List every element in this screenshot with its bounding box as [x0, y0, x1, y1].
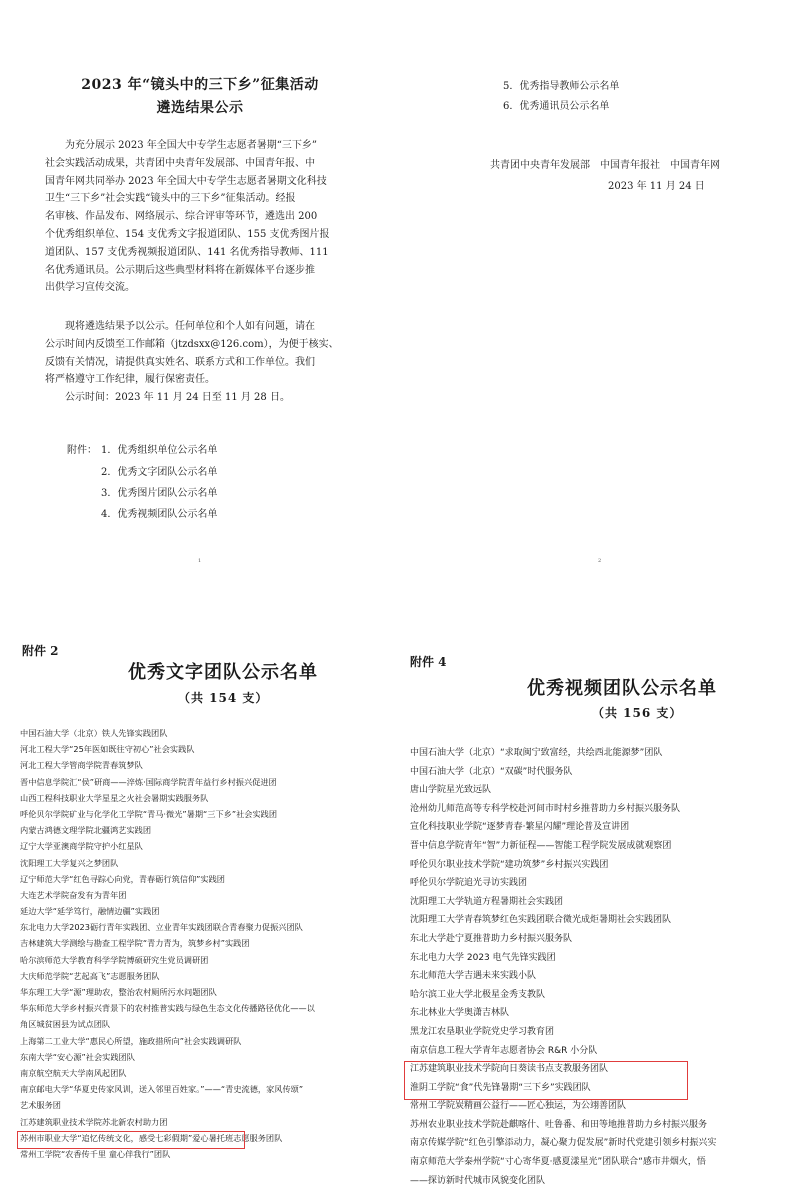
document-page-attachment-2 [0, 628, 400, 1200]
list-item: 常州工学院“农香传千里 童心伴我行”团队 [20, 1148, 171, 1159]
list-item: 南京师范大学泰州学院“寸心寄华夏·感夏漾星光”团队联合“感市井烟火，悟 [410, 1157, 706, 1168]
list-item: 南京传媒学院“红色引擎添动力，凝心聚力促发展”新时代党建引领乡村振兴实 [410, 1138, 717, 1149]
list-item: 内蒙古鸿德文理学院北疆鸿艺实践团 [20, 825, 152, 836]
attachments-label: 附件： [67, 445, 97, 456]
attachment-item: 4．优秀视频团队公示名单 [101, 509, 218, 520]
list-item: 黑龙江农垦职业学院党史学习教育团 [410, 1026, 555, 1037]
team-count: （共 154 支） [178, 691, 269, 705]
list-item-highlighted: 江苏建筑职业技术学院向日葵读书点支教服务团队 [410, 1064, 609, 1075]
list-item: 河北工程大学“25年医如既往守初心”社会实践队 [20, 744, 195, 755]
list-item: 南京航空航天大学南风起团队 [20, 1067, 127, 1078]
list-item: 山西工程科技职业大学星星之火社会暑期实践服务队 [20, 792, 209, 803]
list-item: 辽宁大学亚澳商学院守护小红星队 [20, 841, 143, 852]
document-page-attachment-4 [400, 628, 800, 1200]
list-item: 晋中信息学院青年“智”力新征程——智能工程学院发展成就观察团 [410, 840, 672, 851]
team-list [410, 744, 800, 1190]
list-item: 宣化科技职业学院“逐梦青春·繁星闪耀”理论普及宣讲团 [410, 822, 630, 833]
list-item: 上海第二工业大学“惠民心所望，施政措所向”社会实践调研队 [20, 1035, 242, 1046]
list-item: 晋中信息学院汇“侯”研商——淬炼·国际商学院青年益行乡村振兴促进团 [20, 776, 277, 787]
list-item: 东北林业大学奥潇吉林队 [410, 1008, 510, 1019]
highlight-box [17, 1131, 245, 1149]
team-count: （共 156 支） [592, 706, 683, 720]
issuer-organizations: 共青团中央青年发展部 中国青年报社 中国青年网 [490, 160, 720, 171]
list-item: 东北电力大学2023砺行青年实践团、立业青年实践团联合青春聚力促振兴团队 [20, 922, 303, 933]
list-item: 淮阴工学院“食”代先锋暑期“三下乡”实践团队 [410, 1082, 591, 1093]
attachment-item: 5．优秀指导教师公示名单 [503, 81, 620, 92]
list-item: ——探访新时代城市风貌变化团队 [410, 1175, 546, 1186]
list-item: 辽宁师范大学“红色寻踪心向党，青春砺行筑信仰”实践团 [20, 873, 225, 884]
list-item: 华东理工大学“源”理助农，整治农村厕所污水问题团队 [20, 987, 217, 997]
highlight-box [404, 1061, 688, 1100]
list-item: 呼伦贝尔学院矿业与化学化工学院“青马·微光”暑期“三下乡”社会实践团 [20, 808, 278, 819]
list-item: 角区城贫困县为试点团队 [20, 1019, 111, 1030]
list-item: 南京信息工程大学青年志愿者协会 R&R 小分队 [410, 1045, 598, 1056]
list-item: 唐山学院星光致远队 [410, 785, 492, 796]
list-item: 哈尔滨工业大学北极星金秀支教队 [410, 989, 546, 1000]
document-page-1 [0, 0, 400, 600]
intro-paragraph: 为充分展示 2023 年全国大中专学生志愿者暑期“三下乡” 社会实践活动成果，共青团中央青年发展部、中国青年报、中 国青年网共同举办 2023 年全国大中专学生志愿者暑期文化科技 卫生“三下乡”社会实践“镜头中的三下乡”征集活动。经报 名审核、作品发布、网络展示、综合评审等环节，遴选出 200 个优秀组织单位、154 支优秀文字报道团队、155 支优秀图片报 道团队、157 支优秀视频报道团队、141 名优秀指导教师、111 名优秀通讯员。公示期后这些典型材料将在新媒体平台逐步推 出供学习宣传交流。 [45, 140, 330, 294]
list-item: 中国石油大学（北京）“求取闽宁致富经，共绘西北能源梦”团队 [410, 748, 663, 758]
list-item-highlighted: 江苏建筑职业技术学院苏北新农村助力团 [20, 1116, 168, 1127]
list-item: 东北师范大学吉遇未来实践小队 [410, 971, 537, 982]
announcement-subtitle: 遴选结果公示 [156, 100, 244, 116]
attachment-header: 附件 2 [22, 644, 59, 658]
list-item: 沈阳理工大学复兴之梦团队 [20, 857, 119, 868]
list-item: 华东师范大学乡村振兴背景下的农村推普实践与绿色生态文化传播路径优化——以 [20, 1003, 315, 1014]
attachment-header: 附件 4 [410, 655, 447, 669]
list-item: 大连艺术学院奋发有为青年团 [20, 889, 127, 900]
page-number: 1 [198, 558, 202, 564]
list-title: 优秀文字团队公示名单 [128, 662, 318, 683]
document-page-2 [400, 0, 800, 600]
list-title: 优秀视频团队公示名单 [527, 678, 717, 699]
list-item: 东北大学赴宁夏推普助力乡村振兴服务队 [410, 933, 573, 944]
list-item: 吉林建筑大学测绘与勘查工程学院“青力青为，筑梦乡村”实践团 [20, 938, 250, 949]
attachment-item: 3．优秀图片团队公示名单 [101, 488, 218, 499]
list-item: 沈阳理工大学青春筑梦红色实践团联合微光成炬暑期社会实践团队 [410, 915, 672, 926]
feedback-paragraph: 现将遴选结果予以公示。任何单位和个人如有问题，请在 公示时间内反馈至工作邮箱（jtzdsxx@126.com），为便于核实、 反馈有关情况，请提供真实姓名、联系方式和工作单位。我们 将严格遵守工作纪律，履行保密责任。 公示时间：2023 年 11 月 24 日至 11 月 28 日。 [45, 321, 339, 404]
list-item: 东北电力大学 2023 电气先锋实践团 [410, 952, 556, 963]
issue-date: 2023 年 11 月 24 日 [608, 181, 705, 192]
list-item: 河北工程大学管商学院青春筑梦队 [20, 760, 143, 771]
list-item: 艺术服务团 [20, 1100, 61, 1111]
list-item: 沧州幼儿师范高等专科学校赴河间市时村乡推普助力乡村振兴服务队 [410, 803, 681, 814]
list-item: 苏州市职业大学“追忆传统文化，感受七彩假期”爱心暑托班志愿服务团队 [20, 1132, 283, 1143]
list-item: 东南大学“安心源”社会实践团队 [20, 1051, 135, 1062]
attachment-item: 1．优秀组织单位公示名单 [101, 445, 218, 456]
list-item: 中国石油大学（北京）“双碳”时代服务队 [410, 766, 573, 777]
team-list [20, 725, 400, 1162]
list-item: 苏州农业职业技术学院赴麒喀什、吐鲁番、和田等地推普助力乡村振兴服务 [410, 1119, 708, 1130]
page-number: 2 [598, 558, 602, 564]
list-item: 中国石油大学（北京）铁人先锋实践团队 [20, 728, 168, 738]
list-item: 沈阳理工大学轨道方程暑期社会实践团 [410, 896, 564, 907]
list-item: 呼伦贝尔职业技术学院“建功筑梦”乡村振兴实践团 [410, 859, 609, 870]
attachment-item: 2．优秀文字团队公示名单 [101, 467, 218, 478]
announcement-title: 2023 年“镜头中的三下乡”征集活动 [81, 77, 319, 93]
attachment-item: 6．优秀通讯员公示名单 [503, 101, 610, 112]
list-item: 南京邮电大学“华夏史传家风训，送入邻里百姓家。”——“青史流德，家风传颂” [20, 1084, 304, 1095]
list-item: 哈尔滨师范大学教育科学学院博硕研究生党员调研团 [20, 954, 209, 965]
list-item: 呼伦贝尔学院追光寻访实践团 [410, 878, 528, 889]
list-item: 大庆师范学院“艺起高飞”志愿服务团队 [20, 970, 160, 981]
list-item: 延边大学“延学笃行，融情边疆”实践团 [20, 906, 160, 917]
list-item: 常州工学院炭精画公益行——匠心独运，为公翊善团队 [410, 1101, 627, 1112]
